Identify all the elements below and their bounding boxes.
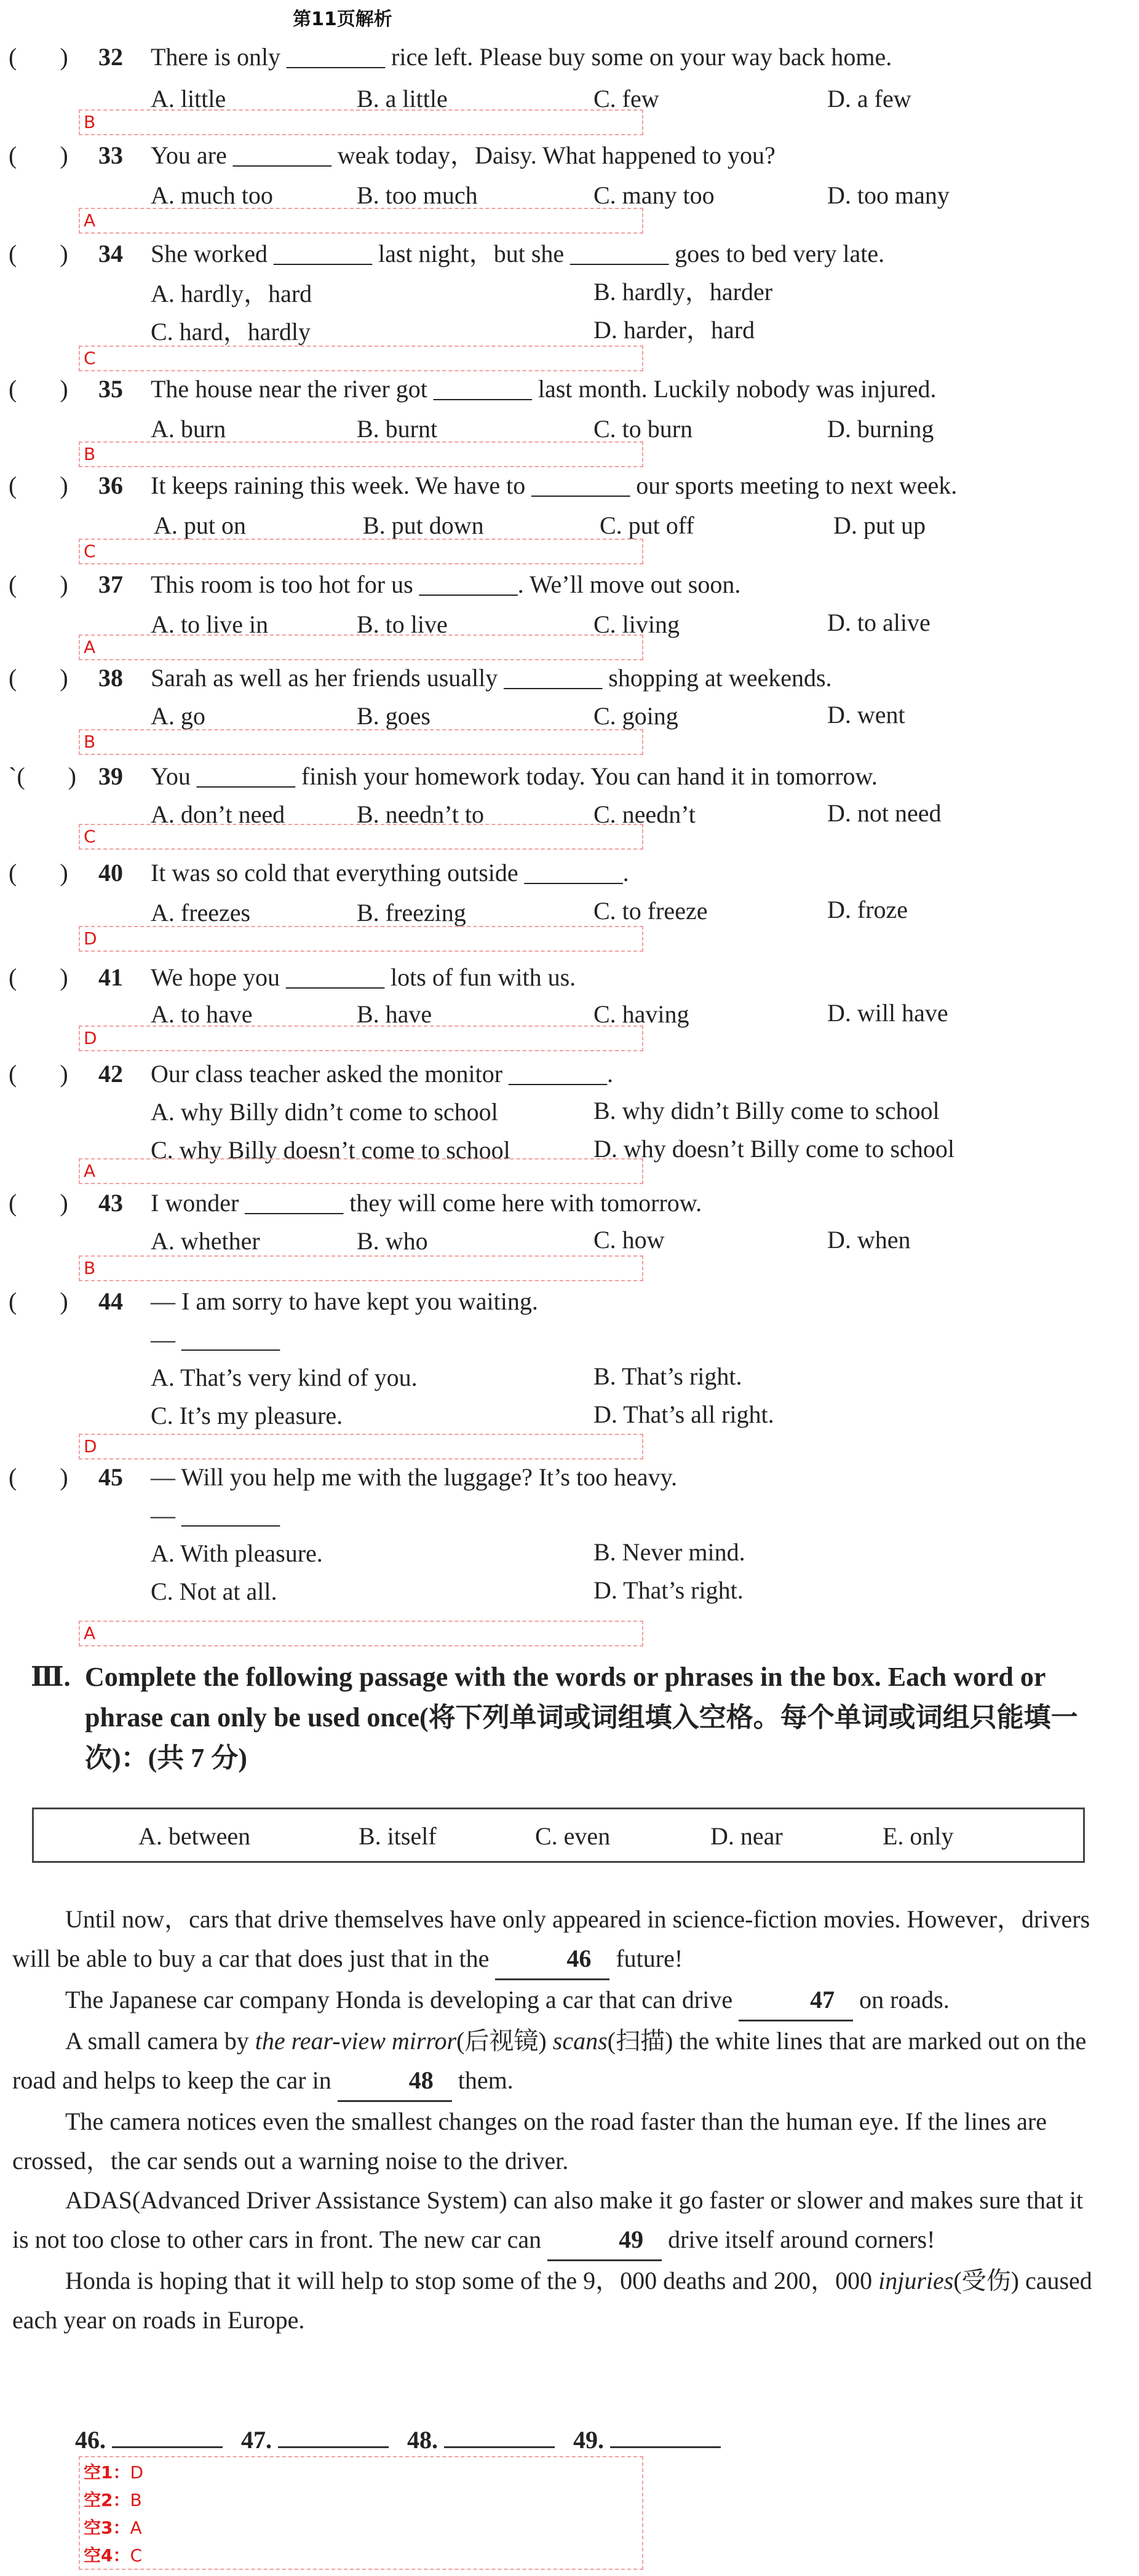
question-number: 35 [98, 375, 123, 403]
passage-paragraph-6: Honda is hoping that it will help to stop some of the 9，000 deaths and 200，000 injuries(受伤) caused each year on roads in Europe. [12, 2267, 1092, 2334]
answer-parentheses: ( ) [9, 1463, 68, 1491]
passage-paragraph-3: A small camera by the rear-view mirror(后视镜) scans(扫描) the white lines that are marked out on the road and helps to keep the car in 48 them. [12, 2021, 1095, 2102]
option-a: A. whether [151, 1227, 260, 1255]
option-b: B. why didn’t Billy come to school [593, 1097, 940, 1124]
answer-box-44: D [79, 1434, 643, 1460]
option-c: C. having [593, 1000, 689, 1028]
box-option-a: A. between [138, 1822, 251, 1850]
answer-box-37: A [79, 634, 643, 660]
option-b: B. put down [363, 512, 484, 539]
question-number: 40 [98, 859, 123, 887]
question-stem: — Will you help me with the luggage? It’s too heavy. [151, 1463, 677, 1491]
answer-parentheses: ( ) [9, 240, 68, 267]
answer-parentheses: ( ) [9, 1287, 68, 1315]
blank-47: 47 [739, 1980, 853, 2021]
option-a: A. hardly，hard [151, 280, 312, 307]
page-header: 第11页解析 [293, 9, 392, 30]
question-number: 43 [98, 1189, 123, 1217]
option-b: B. needn’t to [357, 800, 485, 828]
answer-box-38: B [79, 729, 643, 755]
question-stem: You are ________ weak today，Daisy. What happened to you? [151, 141, 776, 169]
question-stem: It was so cold that everything outside ________. [151, 859, 629, 887]
question-number: 39 [98, 762, 123, 790]
option-a: A. burn [151, 415, 226, 443]
blank-46: 46 [495, 1939, 609, 1980]
option-b: B. burnt [357, 415, 438, 443]
question-stem: — I am sorry to have kept you waiting. [151, 1287, 538, 1315]
answer-line-4: 空4：C [84, 2545, 143, 2566]
option-b: B. hardly，harder [593, 278, 773, 306]
answer-parentheses: ( ) [9, 963, 68, 991]
section-instructions: Complete the following passage with the words or phrases in the box. Each word or phrase can only be used once(将下列单词或词组填入空格。每个单词或词组只能填一次)：(共 7 分) [85, 1662, 1078, 1773]
question-stem: It keeps raining this week. We have to ________ our sports meeting to next week. [151, 472, 958, 499]
option-b: B. too much [357, 181, 478, 209]
option-c: C. few [593, 85, 659, 113]
option-c: C. many too [593, 181, 715, 209]
option-c: C. why Billy doesn’t come to school [151, 1136, 510, 1164]
question-number: 41 [98, 963, 123, 991]
option-a: A. put on [154, 512, 246, 539]
blank-48: 48 [338, 2061, 452, 2102]
option-b: B. freezing [357, 899, 466, 926]
option-b: B. Never mind. [593, 1538, 745, 1566]
question-stem: There is only ________ rice left. Please buy some on your way back home. [151, 43, 892, 71]
box-option-c: C. even [535, 1822, 611, 1850]
question-stem: Our class teacher asked the monitor ________. [151, 1060, 614, 1088]
answer-box-45: A [79, 1621, 643, 1646]
question-number: 42 [98, 1060, 123, 1088]
option-a: A. freezes [151, 899, 251, 926]
option-a: A. much too [151, 181, 273, 209]
box-option-e: E. only [883, 1822, 954, 1850]
option-c: C. how [593, 1226, 665, 1254]
question-number: 33 [98, 141, 123, 169]
reply-line: — ________ [151, 1501, 280, 1529]
option-a: A. don’t need [151, 800, 285, 828]
passage-paragraph-2: The Japanese car company Honda is developing a car that can drive 47 on roads. [12, 1980, 1095, 2021]
answer-box-42: A [79, 1158, 643, 1184]
question-stem: You ________ finish your homework today. You can hand it in tomorrow. [151, 762, 878, 790]
option-c: C. hard，hardly [151, 318, 311, 346]
option-c: C. Not at all. [151, 1578, 277, 1605]
question-stem: She worked ________ last night，but she ________ goes to bed very late. [151, 240, 885, 267]
option-d: D. when [827, 1226, 911, 1254]
answer-parentheses: ( ) [9, 141, 68, 169]
option-d: D. That’s all right. [593, 1401, 774, 1428]
box-option-b: B. itself [359, 1822, 437, 1850]
option-d: D. That’s right. [593, 1576, 744, 1604]
passage-paragraph-4: The camera notices even the smallest changes on the road faster than the human eye. If the lines are crossed，the car sends out a warning noise to the driver. [12, 2108, 1047, 2175]
section-numeral: Ⅲ. [31, 1662, 71, 1692]
option-d: D. why doesn’t Billy come to school [593, 1135, 954, 1163]
answer-box-35: B [79, 441, 643, 467]
passage-paragraph-5: ADAS(Advanced Driver Assistance System) can also make it go faster or slower and makes sure that it is not too close to other cars in front. The new car can 49 drive itself around corners! [12, 2181, 1095, 2261]
option-b: B. have [357, 1000, 432, 1028]
option-c: C. to burn [593, 415, 693, 443]
question-number: 45 [98, 1463, 123, 1491]
option-d: D. will have [827, 999, 948, 1027]
question-number: 37 [98, 571, 123, 598]
option-c: C. needn’t [593, 800, 696, 828]
option-c: C. It’s my pleasure. [151, 1402, 343, 1429]
answer-parentheses: ( ) [9, 472, 68, 499]
option-a: A. go [151, 702, 205, 730]
question-number: 38 [98, 664, 123, 692]
option-c: C. to freeze [593, 897, 708, 925]
question-number: 32 [98, 43, 123, 71]
question-stem: I wonder ________ they will come here with tomorrow. [151, 1189, 702, 1217]
option-c: C. living [593, 610, 680, 638]
answer-parentheses: ( ) [9, 1060, 68, 1088]
option-d: D. not need [827, 799, 942, 827]
reply-line: — ________ [151, 1326, 280, 1353]
answer-box-43: B [79, 1255, 643, 1281]
blank-49: 49 [547, 2220, 662, 2261]
answer-blanks-row: 46. 47. 48. 49. [75, 2425, 721, 2454]
answer-line-1: 空1：D [84, 2462, 144, 2483]
answer-box-40: D [79, 926, 643, 952]
answer-box-39: C [79, 824, 643, 850]
option-d: D. put up [833, 512, 926, 539]
box-option-d: D. near [710, 1822, 783, 1850]
answer-parentheses: ( ) [9, 375, 68, 403]
question-stem: This room is too hot for us ________. We’ll move out soon. [151, 571, 741, 598]
option-c: C. going [593, 702, 678, 730]
option-b: B. a little [357, 85, 448, 113]
option-b: B. to live [357, 610, 448, 638]
answer-box-36: C [79, 539, 643, 564]
answer-box-34: C [79, 346, 643, 371]
question-number: 36 [98, 472, 123, 499]
answer-box-32: B [79, 109, 643, 135]
option-a: A. With pleasure. [151, 1539, 323, 1567]
option-a: A. why Billy didn’t come to school [151, 1098, 498, 1126]
option-a: A. That’s very kind of you. [151, 1364, 418, 1391]
answer-parentheses: ( ) [9, 1189, 68, 1217]
answer-parentheses: ( ) [9, 571, 68, 598]
option-d: D. froze [827, 896, 908, 923]
option-d: D. a few [827, 85, 911, 113]
option-d: D. burning [827, 415, 934, 443]
question-stem: Sarah as well as her friends usually ________ shopping at weekends. [151, 664, 832, 692]
question-stem: The house near the river got ________ last month. Luckily nobody was injured. [151, 375, 937, 403]
question-stem: We hope you ________ lots of fun with us. [151, 963, 576, 991]
word-box [32, 1808, 1085, 1863]
question-number: 34 [98, 240, 123, 267]
answer-parentheses: `( ) [9, 762, 76, 790]
question-number: 44 [98, 1287, 123, 1315]
option-a: A. little [151, 85, 226, 113]
passage [12, 1900, 1095, 2340]
answer-parentheses: ( ) [9, 43, 68, 71]
option-d: D. too many [827, 181, 950, 209]
final-answer-box [79, 2456, 643, 2570]
option-b: B. who [357, 1227, 428, 1255]
option-d: D. harder，hard [593, 316, 755, 344]
option-c: C. put off [600, 512, 694, 539]
option-a: A. to live in [151, 610, 269, 638]
option-d: D. to alive [827, 609, 931, 636]
option-d: D. went [827, 701, 905, 729]
answer-parentheses: ( ) [9, 664, 68, 692]
answer-box-41: D [79, 1025, 643, 1051]
answer-line-2: 空2：B [84, 2490, 142, 2510]
option-a: A. to have [151, 1000, 253, 1028]
answer-parentheses: ( ) [9, 859, 68, 887]
option-b: B. That’s right. [593, 1362, 742, 1390]
passage-paragraph-1: Until now，cars that drive themselves have only appeared in science-fiction movies. However，drivers will be able to buy a car that does just that in the 46 future! [12, 1900, 1095, 1980]
option-b: B. goes [357, 702, 431, 730]
answer-line-3: 空3：A [84, 2518, 142, 2538]
answer-box-33: A [79, 208, 643, 234]
